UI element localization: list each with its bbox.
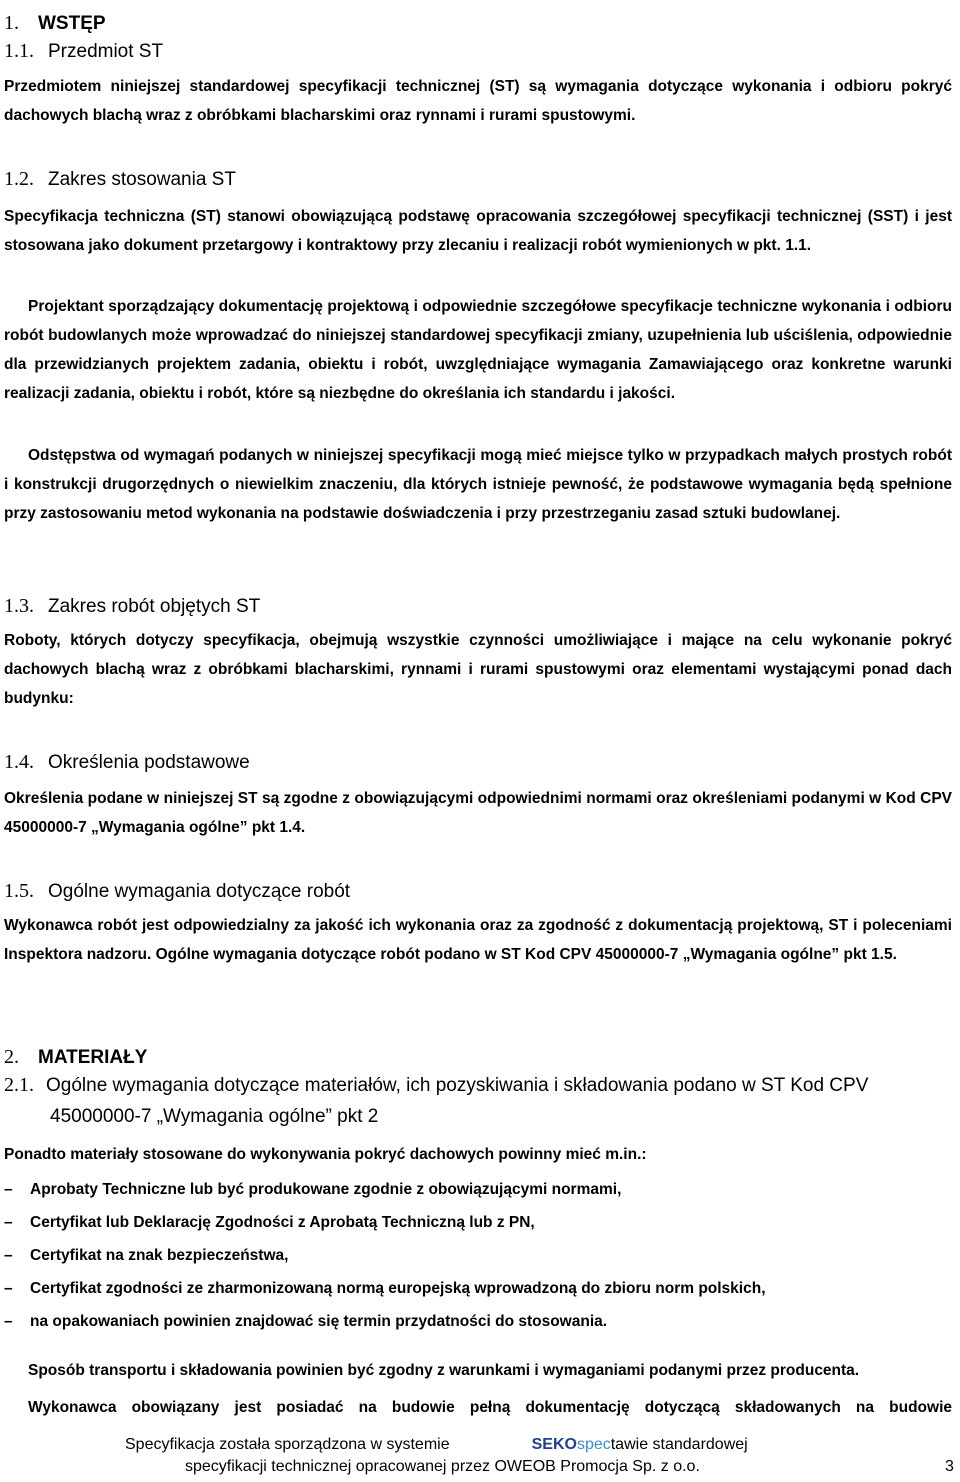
paragraph: Roboty, których dotyczy specyfikacja, obejmują wszystkie czynności umożliwiające i mające na celu wykonanie pokryć dachowych blachą wraz z obróbkami blacharskimi, rynnami i rurami spustowymi oraz elementami wystającymi ponad dach budynku: bbox=[4, 632, 952, 707]
dash-bullet: – bbox=[4, 1181, 13, 1198]
list-item-text: Certyfikat lub Deklarację Zgodności z Aprobatą Techniczną lub z PN, bbox=[30, 1214, 535, 1231]
heading-2-1 bbox=[4, 1070, 954, 1129]
seko-logo-text: SEKO bbox=[531, 1436, 577, 1453]
heading-title: Zakres stosowania ST bbox=[48, 169, 236, 190]
heading-number: 1.5. bbox=[4, 880, 34, 902]
heading-number: 1.4. bbox=[4, 751, 34, 773]
list-item bbox=[4, 1307, 952, 1340]
heading-1-3 bbox=[4, 591, 260, 619]
heading-section-1 bbox=[4, 0, 106, 37]
paragraph: Określenia podane w niniejszej ST są zgodne z obowiązującymi odpowiednimi normami oraz określeniami podanymi w Kod CPV 45000000-7 „Wymagania ogólne” pkt 1.4. bbox=[4, 790, 952, 836]
heading-section-2 bbox=[4, 1034, 147, 1071]
footer-line-1 bbox=[125, 1436, 748, 1454]
paragraph: Wykonawca obowiązany jest posiadać na budowie pełną dokumentację dotyczącą składowanych na budowie bbox=[28, 1399, 952, 1416]
heading-number: 1. bbox=[4, 12, 19, 34]
dash-bullet: – bbox=[4, 1280, 13, 1297]
heading-title: Ogólne wymagania dotyczące robót bbox=[48, 881, 351, 902]
list-item-text: Certyfikat na znak bezpieczeństwa, bbox=[30, 1247, 289, 1264]
spec-logo-text: spec bbox=[576, 1436, 611, 1453]
heading-number: 2. bbox=[4, 1046, 19, 1068]
paragraph: Odstępstwa od wymagań podanych w niniejszej specyfikacji mogą mieć miejsce tylko w przypadkach małych prostych robót i konstrukcji drugorzędnych o niewielkim znaczeniu, dla których istnieje pewność, że podstawowe wymagania będą spełnione przy zastosowaniu metod wykonania na podstawie doświadczenia i przy przestrzeganiu zasad sztuki budowlanej. bbox=[4, 447, 952, 522]
heading-number: 1.1. bbox=[4, 40, 34, 62]
heading-title: Przedmiot ST bbox=[48, 41, 164, 62]
list-item bbox=[4, 1175, 952, 1208]
footer-line-2: specyfikacji technicznej opracowanej przez OWEOB Promocja Sp. z o.o. bbox=[185, 1458, 700, 1475]
heading-title-line-1: Ogólne wymagania dotyczące materiałów, ich pozyskiwania i składowania podano w ST Kod CPV bbox=[46, 1075, 869, 1096]
list-item-text: na opakowaniach powinien znajdować się termin przydatności do stosowania. bbox=[30, 1313, 608, 1330]
heading-number: 2.1. bbox=[4, 1074, 34, 1096]
paragraph: Ponadto materiały stosowane do wykonywania pokryć dachowych powinny mieć m.in.: bbox=[4, 1146, 647, 1163]
dash-bullet: – bbox=[4, 1313, 13, 1330]
footer-text: Specyfikacja została sporządzona w systemie bbox=[125, 1436, 450, 1453]
heading-1-1 bbox=[4, 36, 163, 64]
heading-1-4 bbox=[4, 747, 250, 775]
list-item bbox=[4, 1241, 952, 1274]
heading-title: WSTĘP bbox=[38, 13, 106, 34]
heading-title: Określenia podstawowe bbox=[48, 752, 250, 773]
heading-number: 1.2. bbox=[4, 168, 34, 190]
heading-title-line-2: 45000000-7 „Wymagania ogólne” pkt 2 bbox=[50, 1106, 379, 1127]
heading-1-5 bbox=[4, 876, 350, 904]
heading-number: 1.3. bbox=[4, 595, 34, 617]
dash-bullet: – bbox=[4, 1247, 13, 1264]
paragraph: Specyfikacja techniczna (ST) stanowi obowiązującą podstawę opracowania szczegółowej specyfikacji technicznej (SST) i jest stosowana jako dokument przetargowy i kontraktowy przy zlecaniu i realizacji robót wymienionych w pkt. 1.1. bbox=[4, 208, 952, 254]
footer-text: tawie standardowej bbox=[610, 1436, 748, 1453]
dash-bullet: – bbox=[4, 1214, 13, 1231]
heading-1-2 bbox=[4, 164, 236, 192]
materials-list bbox=[4, 1175, 952, 1340]
list-item-text: Aprobaty Techniczne lub być produkowane zgodnie z obowiązującymi normami, bbox=[30, 1181, 622, 1198]
list-item-text: Certyfikat zgodności ze zharmonizowaną normą europejską wprowadzoną do zbioru norm polskich, bbox=[30, 1280, 766, 1297]
heading-title: Zakres robót objętych ST bbox=[48, 596, 261, 617]
heading-title: MATERIAŁY bbox=[38, 1047, 148, 1068]
paragraph: Projektant sporządzający dokumentację projektową i odpowiednie szczegółowe specyfikacje techniczne wykonania i odbioru robót budowlanych może wprowadzać do niniejszej standardowej specyfikacji zmiany, uzupełnienia lub uściślenia, odpowiednie dla przewidzianych projektem zadania, obiektu i robót, uwzględniające wymagania Zamawiającego oraz konkretne warunki realizacji zadania, obiektu i robót, które są niezbędne do określania ich standardu i jakości. bbox=[4, 298, 952, 402]
page-number: 3 bbox=[945, 1458, 954, 1475]
paragraph: Wykonawca robót jest odpowiedzialny za jakość ich wykonania oraz za zgodność z dokumentacją projektową, ST i poleceniami Inspektora nadzoru. Ogólne wymagania dotyczące robót podano w ST Kod CPV 45000000-7 „Wymagania ogólne” pkt 1.5. bbox=[4, 917, 952, 963]
paragraph: Sposób transportu i składowania powinien być zgodny z warunkami i wymaganiami podanymi przez producenta. bbox=[28, 1362, 860, 1379]
paragraph: Przedmiotem niniejszej standardowej specyfikacji technicznej (ST) są wymagania dotyczące wykonania i odbioru pokryć dachowych blachą wraz z obróbkami blacharskimi oraz rynnami i rurami spustowymi. bbox=[4, 78, 952, 124]
list-item bbox=[4, 1274, 952, 1307]
list-item bbox=[4, 1208, 952, 1241]
